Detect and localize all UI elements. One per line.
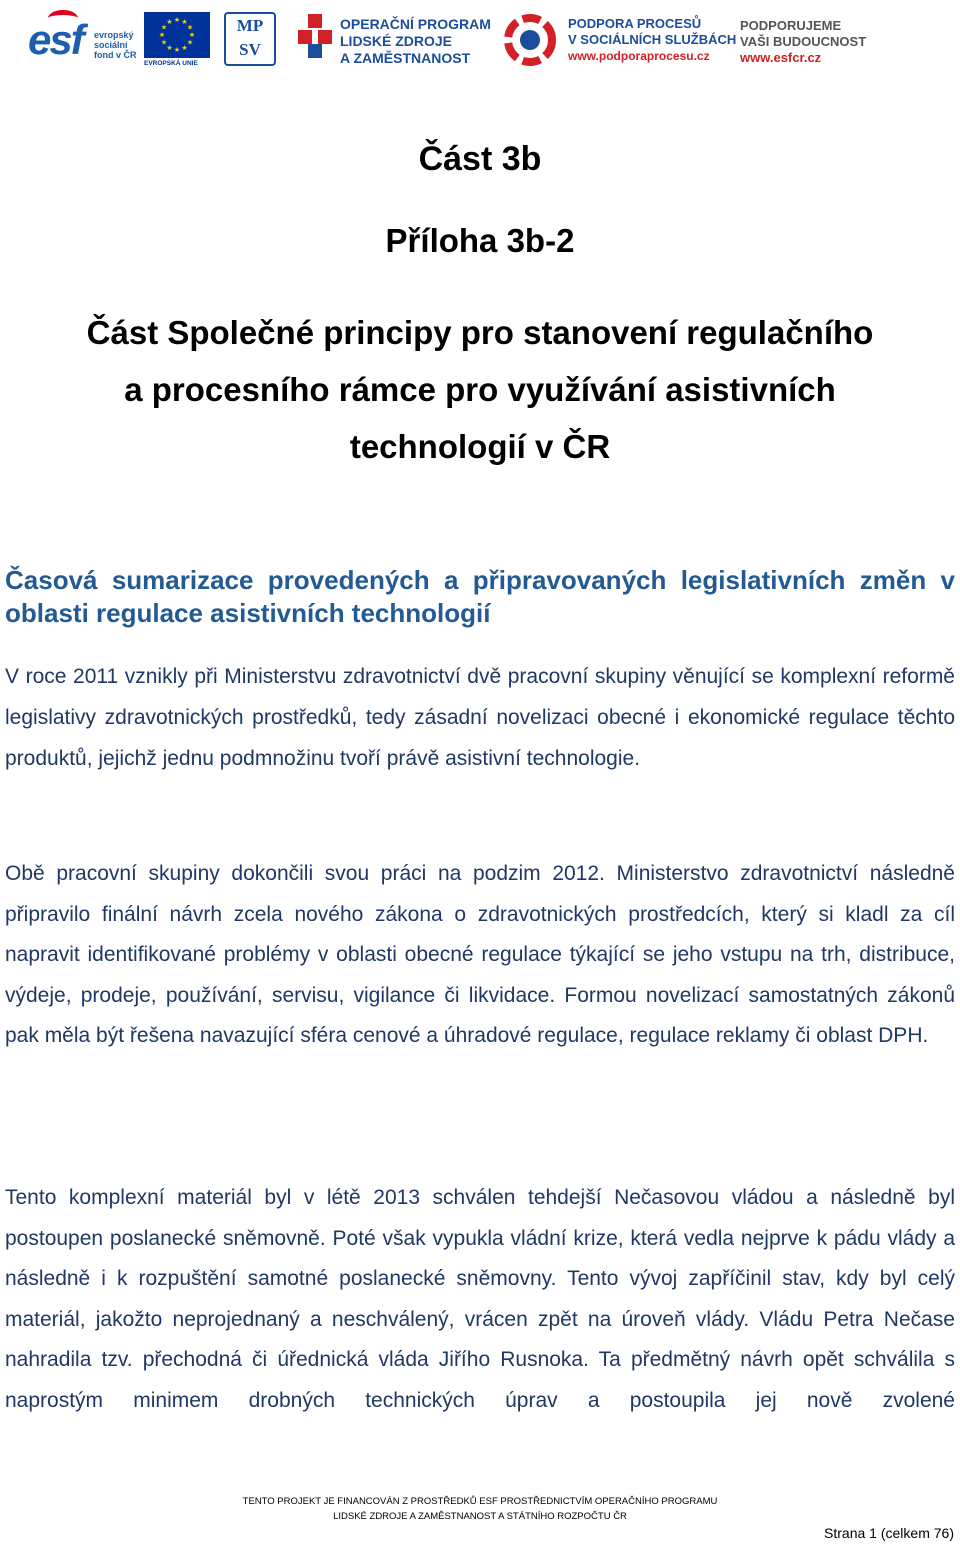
esf-logo-text: evropský sociální fond v ČR bbox=[94, 30, 137, 60]
section-heading: Časová sumarizace provedených a připravovaných legislativních změn v oblasti regulace asistivních technologií bbox=[5, 565, 955, 628]
main-title-line-1: Část Společné principy pro stanovení regulačního bbox=[86, 314, 874, 351]
eu-logo bbox=[144, 10, 212, 72]
svg-text:★: ★ bbox=[181, 44, 188, 52]
annex-title: Příloha 3b-2 bbox=[385, 222, 575, 259]
funding-footer-line-2: LIDSKÉ ZDROJE A ZAMĚSTNANOST A STÁTNÍHO ROZPOČTU ČR bbox=[333, 1511, 627, 1522]
main-title-line-3: technologií v ČR bbox=[349, 428, 611, 465]
mpsv-logo bbox=[224, 10, 280, 72]
esf-logo bbox=[26, 10, 138, 72]
svg-text:★: ★ bbox=[181, 18, 188, 26]
paragraph-3: Tento komplexní materiál byl v létě 2013 schválen tehdejší Nečasovou vládou a následně byl postoupen poslanecké sněmovně. Poté však vypukla vládní krize, která vedla nejprve k pádu vlády a následně i k rozpuštění samotné poslanecké sněmovny. Tento vývoj zapříčinil stav, kdy byl celý materiál, jakožto neprojednaný a neschválený, vrácen zpět na úroveň vlády. Vládu Petra Nečase nahradila tzv. přechodná či úřednická vláda Jiřího Rusnoka. Ta předmětný návrh opět schválila s naprostým minimem drobných technických úprav a postoupila jej nově zvolené bbox=[5, 1186, 955, 1412]
esfcr-logo bbox=[740, 10, 926, 72]
logo-bar bbox=[26, 10, 926, 72]
paragraph-2: Obě pracovní skupiny dokončili svou práci na podzim 2012. Ministerstvo zdravotnictví následně připravilo finální návrh zcela nového zákona o zdravotnických prostředcích, který si kladl za cíl napravit identifikované problémy v oblasti obecné regulace týkající se jeho vstupu na trh, distribuce, výdeje, prodeje, používání, servisu, vigilance či likvidace. Formou novelizací samostatných zákonů pak měla být řešena navazující sféra cenové a úhradové regulace, regulace reklamy či oblast DPH. bbox=[5, 862, 955, 1047]
mpsv-logo-mark: MP SV bbox=[224, 12, 276, 66]
document-main-title bbox=[0, 304, 960, 475]
op-lzz-text: OPERAČNÍ PROGRAM LIDSKÉ ZDROJE A ZAMĚSTNANOST bbox=[340, 16, 491, 66]
svg-text:★: ★ bbox=[186, 23, 194, 32]
op-lzz-logo bbox=[298, 10, 498, 72]
paragraph-1: V roce 2011 vznikly při Ministerstvu zdravotnictví dvě pracovní skupiny věnující se komplexní reformě legislativy zdravotnických prostředků, tedy zásadní novelizaci obecné i ekonomické regulace těchto produktů, jejichž jednu podmnožinu tvoří právě asistivní technologie. bbox=[5, 665, 955, 770]
podpora-procesu-ring-icon bbox=[502, 12, 558, 68]
page-number: Strana 1 (celkem 76) bbox=[824, 1525, 954, 1541]
eu-flag-icon bbox=[144, 12, 210, 58]
esfcr-text: PODPORUJEME VAŠI BUDOUCNOST www.esfcr.cz bbox=[740, 18, 867, 65]
eu-caption: EVROPSKÁ UNIE bbox=[144, 60, 198, 67]
svg-text:★: ★ bbox=[173, 46, 181, 54]
part-title: Část 3b bbox=[418, 140, 542, 178]
podpora-procesu-text: PODPORA PROCESŮ V SOCIÁLNÍCH SLUŽBÁCH www.podporaprocesu.cz bbox=[568, 16, 737, 63]
svg-text:★: ★ bbox=[160, 23, 168, 32]
svg-text:★: ★ bbox=[166, 44, 173, 52]
svg-text:★: ★ bbox=[160, 38, 168, 47]
esf-logo-mark: esf bbox=[28, 16, 83, 63]
podpora-procesu-logo bbox=[502, 10, 737, 72]
main-title-line-2: a procesního rámce pro využívání asistivních bbox=[124, 371, 836, 408]
svg-text:★: ★ bbox=[166, 18, 173, 26]
op-figure-icon bbox=[298, 14, 332, 58]
svg-text:★: ★ bbox=[186, 38, 194, 47]
svg-text:★: ★ bbox=[158, 31, 166, 39]
funding-footer bbox=[0, 1494, 960, 1524]
funding-footer-line-1: TENTO PROJEKT JE FINANCOVÁN Z PROSTŘEDKŮ ESF PROSTŘEDNICTVÍM OPERAČNÍHO PROGRAMU bbox=[242, 1496, 718, 1507]
svg-text:★: ★ bbox=[173, 16, 181, 24]
svg-text:★: ★ bbox=[188, 31, 196, 39]
